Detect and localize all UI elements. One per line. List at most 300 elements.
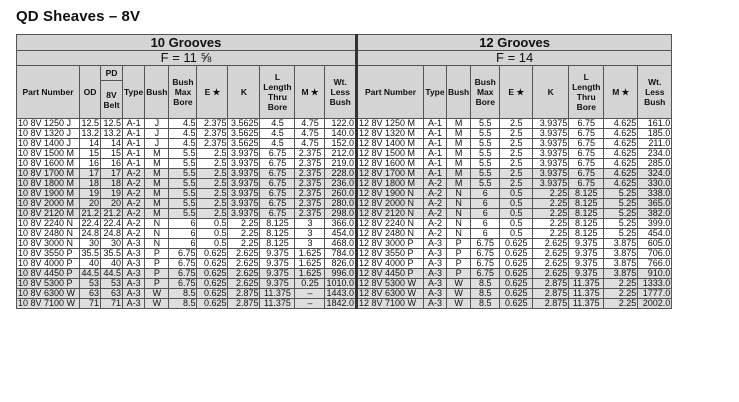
table-cell: 0.5 (500, 209, 533, 219)
table-cell: A-2 (123, 179, 145, 189)
table-cell: 784.0 (325, 249, 357, 259)
table-cell: 2.625 (228, 259, 260, 269)
table-cell: 6.75 (169, 249, 197, 259)
table-cell: 8.125 (569, 209, 604, 219)
table-cell: 2.625 (533, 239, 569, 249)
table-cell: 4.625 (604, 179, 638, 189)
table-cell: 11.375 (260, 299, 295, 309)
table-cell: A-3 (424, 289, 447, 299)
part-number-cell: 12 8V 1600 M (357, 159, 424, 169)
table-cell: 185.0 (638, 129, 672, 139)
header-l-12: L Length Thru Bore (569, 66, 604, 119)
table-cell: 6.75 (169, 259, 197, 269)
table-cell: 6 (471, 229, 500, 239)
part-number-cell: 12 8V 1400 M (357, 139, 424, 149)
table-cell: 8.125 (569, 199, 604, 209)
table-cell: 18 (80, 179, 101, 189)
table-cell: A-3 (424, 249, 447, 259)
table-cell: 6.75 (260, 149, 295, 159)
table-cell: A-2 (123, 189, 145, 199)
part-number-cell: 12 8V 1800 M (357, 179, 424, 189)
table-cell: 5.5 (471, 159, 500, 169)
table-cell: 63 (80, 289, 101, 299)
part-number-cell: 10 8V 2240 N (17, 219, 80, 229)
table-row (17, 219, 672, 229)
table-cell: 0.625 (500, 259, 533, 269)
table-cell: 228.0 (325, 169, 357, 179)
table-row (17, 239, 672, 249)
table-row (17, 189, 672, 199)
table-cell: 0.25 (295, 279, 325, 289)
table-cell: 6 (169, 219, 197, 229)
table-cell: 4.5 (260, 119, 295, 129)
table-cell: 2.625 (228, 269, 260, 279)
table-cell: P (447, 249, 471, 259)
group-12-grooves: 12 Grooves (357, 35, 672, 51)
table-cell: 6.75 (569, 149, 604, 159)
table-cell: A-3 (123, 299, 145, 309)
header-wt-12: Wt. Less Bush (638, 66, 672, 119)
table-cell: 0.625 (197, 299, 228, 309)
table-cell: N (145, 219, 169, 229)
table-cell: M (447, 139, 471, 149)
table-cell: A-2 (424, 229, 447, 239)
table-cell: 2.5 (500, 129, 533, 139)
header-bush-12: Bush (447, 66, 471, 119)
table-cell: 324.0 (638, 169, 672, 179)
table-cell: 454.0 (638, 229, 672, 239)
table-cell: P (447, 269, 471, 279)
table-cell: 4.75 (295, 119, 325, 129)
table-cell: A-3 (424, 299, 447, 309)
table-cell: 8.125 (569, 229, 604, 239)
part-number-cell: 10 8V 1900 M (17, 189, 80, 199)
table-cell: N (447, 219, 471, 229)
table-cell: 2.25 (604, 289, 638, 299)
table-cell: 0.625 (500, 249, 533, 259)
table-cell: 766.0 (638, 259, 672, 269)
table-cell: 3.5625 (228, 139, 260, 149)
table-cell: 4.5 (260, 129, 295, 139)
table-cell: 4.75 (295, 139, 325, 149)
table-cell: 4.75 (295, 129, 325, 139)
table-cell: 6 (169, 239, 197, 249)
table-cell: 1842.0 (325, 299, 357, 309)
table-cell: A-1 (123, 159, 145, 169)
table-cell: A-1 (123, 119, 145, 129)
table-cell: 0.625 (500, 269, 533, 279)
table-cell: 44.5 (81, 268, 99, 278)
table-row (17, 119, 672, 129)
table-cell: 0.625 (500, 239, 533, 249)
table-cell: 12.5 (101, 119, 123, 129)
table-cell: 3.875 (604, 259, 638, 269)
table-cell: 8.125 (260, 219, 295, 229)
table-cell: 20 (101, 199, 123, 209)
table-cell: 2002.0 (638, 299, 672, 309)
table-cell: M (145, 189, 169, 199)
table-cell: 4.5 (169, 139, 197, 149)
table-cell: 260.0 (325, 189, 357, 199)
header-part-number: Part Number (17, 66, 80, 119)
table-cell: 2.25 (228, 219, 260, 229)
table-cell: 40 (101, 259, 123, 269)
table-cell: 2.625 (533, 249, 569, 259)
part-number-cell: 12 8V 4450 P (357, 269, 424, 279)
table-cell: 996.0 (325, 269, 357, 279)
table-row (17, 209, 672, 219)
part-number-cell: 10 8V 5300 P (17, 279, 80, 289)
table-cell: A-3 (424, 259, 447, 269)
part-number-cell: 10 8V 6300 W (17, 289, 80, 299)
table-cell: 9.375 (260, 259, 295, 269)
part-number-cell: 12 8V 2000 N (357, 199, 424, 209)
table-cell: A-2 (424, 199, 447, 209)
table-cell: 6.75 (260, 159, 295, 169)
table-cell: A-1 (424, 129, 447, 139)
part-number-cell: 10 8V 1700 M (17, 169, 80, 179)
table-cell: 6.75 (260, 169, 295, 179)
f-value-12-grooves: F = 14 (357, 51, 672, 66)
table-cell: 8.5 (471, 279, 500, 289)
table-cell: J (145, 119, 169, 129)
table-cell: M (145, 159, 169, 169)
table-cell: 6.75 (569, 179, 604, 189)
table-cell: 2.375 (197, 139, 228, 149)
table-cell: 30 (101, 239, 123, 249)
table-cell: A-1 (424, 149, 447, 159)
table-cell: 4.5 (169, 119, 197, 129)
table-cell: 0.5 (500, 189, 533, 199)
table-cell: 4.625 (604, 119, 638, 129)
part-number-cell: 12 8V 1320 M (357, 129, 424, 139)
table-cell: A-2 (424, 209, 447, 219)
table-cell: 6.75 (169, 269, 197, 279)
part-number-cell: 10 8V 3550 P (17, 249, 80, 259)
table-cell: 19 (80, 189, 101, 199)
table-cell: 219.0 (325, 159, 357, 169)
table-cell: 468.0 (325, 239, 357, 249)
table-cell: 6.75 (260, 199, 295, 209)
table-cell: 2.375 (295, 189, 325, 199)
table-cell: 9.375 (260, 269, 295, 279)
table-cell: 2.875 (228, 289, 260, 299)
table-cell: 3.875 (604, 269, 638, 279)
table-cell: 152.0 (325, 139, 357, 149)
table-cell: W (447, 299, 471, 309)
table-cell: 2.875 (228, 299, 260, 309)
table-cell: 5.5 (169, 149, 197, 159)
table-cell: 53 (101, 279, 123, 289)
table-cell: 2.5 (197, 149, 228, 159)
table-cell: A-2 (123, 229, 145, 239)
table-cell: P (145, 259, 169, 269)
table-cell: 4.625 (604, 149, 638, 159)
table-row (17, 249, 672, 259)
table-row (17, 139, 672, 149)
table-cell: 338.0 (638, 189, 672, 199)
table-cell: 9.375 (569, 239, 604, 249)
part-number-cell: 10 8V 2120 M (17, 209, 80, 219)
table-cell: 5.5 (471, 179, 500, 189)
table-cell: 5.5 (471, 149, 500, 159)
table-cell: 9.375 (569, 259, 604, 269)
table-cell: 63 (101, 289, 123, 299)
f-value-10-grooves: F = 11 ⅝ (17, 51, 357, 66)
part-number-cell: 10 8V 2480 N (17, 229, 80, 239)
table-cell: 17 (80, 169, 101, 179)
table-cell: 0.625 (500, 289, 533, 299)
table-cell: 3.9375 (228, 159, 260, 169)
part-number-cell: 10 8V 1800 M (17, 179, 80, 189)
table-cell: 6 (471, 189, 500, 199)
table-cell: 2.875 (533, 299, 569, 309)
table-cell: 2.5 (197, 179, 228, 189)
table-cell: M (447, 119, 471, 129)
table-cell: M (145, 179, 169, 189)
table-cell: 4.625 (604, 169, 638, 179)
table-cell: 8.125 (260, 239, 295, 249)
table-cell: M (145, 149, 169, 159)
table-cell: 6 (471, 219, 500, 229)
table-cell: 5.5 (471, 169, 500, 179)
table-cell: 0.5 (197, 239, 228, 249)
table-cell: 0.625 (197, 249, 228, 259)
table-body (17, 119, 672, 309)
table-cell: – (295, 299, 325, 309)
table-cell: 71 (80, 299, 101, 309)
part-number-cell: 10 8V 4000 P (17, 259, 80, 269)
table-cell: 18 (101, 179, 123, 189)
table-cell: 2.625 (533, 269, 569, 279)
table-cell: 5.5 (471, 119, 500, 129)
table-row (17, 199, 672, 209)
table-cell: W (145, 299, 169, 309)
part-number-cell: 12 8V 2120 N (357, 209, 424, 219)
table-cell: 6 (471, 209, 500, 219)
table-cell: 2.5 (500, 149, 533, 159)
table-cell: 5.5 (471, 139, 500, 149)
table-cell: 2.375 (295, 169, 325, 179)
table-cell: 15 (80, 149, 101, 159)
table-cell: 8.5 (471, 299, 500, 309)
header-type-12: Type (424, 66, 447, 119)
table-cell: 6.75 (569, 119, 604, 129)
table-cell: 35.5 (101, 249, 123, 259)
table-cell: 6.75 (260, 189, 295, 199)
table-cell: A-3 (123, 249, 145, 259)
table-cell: A-2 (123, 169, 145, 179)
table-cell: 298.0 (325, 209, 357, 219)
table-cell: N (145, 229, 169, 239)
part-number-cell: 10 8V 1320 J (17, 129, 80, 139)
table-row (17, 169, 672, 179)
table-cell: 5.25 (604, 189, 638, 199)
table-cell: 3.9375 (533, 129, 569, 139)
table-cell: 211.0 (638, 139, 672, 149)
table-cell: J (145, 139, 169, 149)
table-cell: M (447, 169, 471, 179)
table-cell: 3.9375 (228, 169, 260, 179)
table-cell: 3.9375 (533, 149, 569, 159)
table-cell: P (447, 259, 471, 269)
table-cell: W (145, 289, 169, 299)
table-cell: 3.9375 (228, 199, 260, 209)
header-l: L Length Thru Bore (260, 66, 295, 119)
table-cell: 2.625 (533, 259, 569, 269)
table-row (17, 159, 672, 169)
table-cell: 382.0 (638, 209, 672, 219)
table-cell: 30 (80, 239, 101, 249)
table-row (17, 229, 672, 239)
table-cell: 2.375 (295, 199, 325, 209)
table-cell: 2.375 (295, 179, 325, 189)
table-cell: 8.5 (169, 299, 197, 309)
table-cell: 3 (295, 229, 325, 239)
table-cell: W (447, 289, 471, 299)
table-row (17, 179, 672, 189)
header-pd-8v-belt: 8V Belt (101, 81, 123, 119)
table-cell: 2.25 (533, 229, 569, 239)
table-cell: 2.375 (197, 129, 228, 139)
table-cell: 44.5 (101, 269, 123, 279)
table-cell: A-3 (424, 279, 447, 289)
table-cell: 5.5 (169, 179, 197, 189)
table-cell: 53 (80, 279, 101, 289)
table-cell: 234.0 (638, 149, 672, 159)
table-row (17, 129, 672, 139)
table-cell: A-1 (424, 119, 447, 129)
table-cell: 6 (471, 199, 500, 209)
table-cell: 24.8 (101, 229, 123, 239)
table-cell: 0.625 (500, 279, 533, 289)
part-number-cell: 12 8V 1900 N (357, 189, 424, 199)
table-cell: 3.5625 (228, 119, 260, 129)
table-cell: 8.5 (471, 289, 500, 299)
table-cell: M (145, 169, 169, 179)
table-cell: W (447, 279, 471, 289)
header-wt: Wt. Less Bush (325, 66, 357, 119)
table-cell: 5.5 (169, 189, 197, 199)
table-cell: A-1 (123, 129, 145, 139)
table-cell: 2.5 (197, 209, 228, 219)
table-cell: 0.5 (500, 219, 533, 229)
header-pd: PD (101, 66, 123, 81)
table-row (17, 289, 672, 299)
table-cell: M (447, 179, 471, 189)
header-e: E ★ (197, 66, 228, 119)
table-cell: 3.9375 (228, 209, 260, 219)
table-cell: 5.5 (169, 159, 197, 169)
table-cell: 3.875 (604, 239, 638, 249)
table-cell: 161.0 (638, 119, 672, 129)
table-cell: 6.75 (260, 209, 295, 219)
table-cell: 2.375 (295, 209, 325, 219)
table-cell: 2.25 (228, 239, 260, 249)
table-cell: 2.5 (197, 159, 228, 169)
table-cell: 0.5 (500, 229, 533, 239)
table-cell: A-2 (123, 219, 145, 229)
table-cell: 16 (101, 159, 123, 169)
table-cell: 6.75 (471, 249, 500, 259)
table-cell: 3 (295, 219, 325, 229)
table-cell: 8.5 (169, 289, 197, 299)
table-cell: P (145, 249, 169, 259)
table-cell: A-2 (424, 179, 447, 189)
part-number-cell: 10 8V 1500 M (17, 149, 80, 159)
header-m: M ★ (295, 66, 325, 119)
table-cell: A-2 (424, 189, 447, 199)
part-number-cell: 10 8V 3000 N (17, 239, 80, 249)
header-bush-max-bore-12: Bush Max Bore (471, 66, 500, 119)
table-cell: 236.0 (325, 179, 357, 189)
sheave-spec-table (16, 34, 672, 309)
table-cell: 3 (295, 239, 325, 249)
header-od: OD (80, 66, 101, 119)
table-cell: 21.2 (81, 208, 99, 218)
part-number-cell: 12 8V 6300 W (357, 289, 424, 299)
part-number-cell: 10 8V 7100 W (17, 299, 80, 309)
table-cell: A-3 (123, 279, 145, 289)
table-cell: 910.0 (638, 269, 672, 279)
table-row (17, 279, 672, 289)
table-cell: 2.875 (533, 289, 569, 299)
table-cell: 24.8 (81, 228, 99, 238)
table-cell: 1.625 (295, 259, 325, 269)
part-number-cell: 12 8V 1500 M (357, 149, 424, 159)
table-cell: 2.5 (500, 139, 533, 149)
table-cell: 5.25 (604, 229, 638, 239)
table-cell: 0.625 (197, 269, 228, 279)
table-cell: 11.375 (569, 279, 604, 289)
table-cell: 11.375 (569, 289, 604, 299)
table-cell: 11.375 (569, 299, 604, 309)
part-number-cell: 12 8V 2480 N (357, 229, 424, 239)
table-cell: 0.5 (197, 219, 228, 229)
table-cell: 4.5 (169, 129, 197, 139)
table-cell: 2.5 (500, 179, 533, 189)
page-title: QD Sheaves – 8V (16, 8, 141, 25)
table-cell: 2.5 (500, 159, 533, 169)
table-cell: 8.125 (569, 189, 604, 199)
table-cell: A-1 (424, 159, 447, 169)
table-cell: P (145, 269, 169, 279)
table-cell: 6.75 (569, 159, 604, 169)
table-cell: 2.25 (533, 219, 569, 229)
table-cell: 22.4 (101, 219, 123, 229)
table-row (17, 299, 672, 309)
table-cell: 3.9375 (228, 189, 260, 199)
table-cell: A-3 (123, 269, 145, 279)
table-cell: 14 (101, 139, 123, 149)
table-row (17, 149, 672, 159)
table-cell: 3.5625 (228, 129, 260, 139)
table-cell: 0.625 (197, 259, 228, 269)
table-cell: 1.625 (295, 269, 325, 279)
table-cell: 212.0 (325, 149, 357, 159)
table-cell: A-3 (123, 259, 145, 269)
header-bush: Bush (145, 66, 169, 119)
table-cell: 20 (80, 199, 101, 209)
table-cell: 454.0 (325, 229, 357, 239)
table-cell: 3.9375 (533, 169, 569, 179)
part-number-cell: 10 8V 1600 M (17, 159, 80, 169)
table-cell: 6.75 (569, 129, 604, 139)
table-cell: 13.2 (81, 128, 99, 138)
table-cell: 1.625 (295, 249, 325, 259)
table-cell: 5.5 (169, 169, 197, 179)
table-cell: 366.0 (325, 219, 357, 229)
